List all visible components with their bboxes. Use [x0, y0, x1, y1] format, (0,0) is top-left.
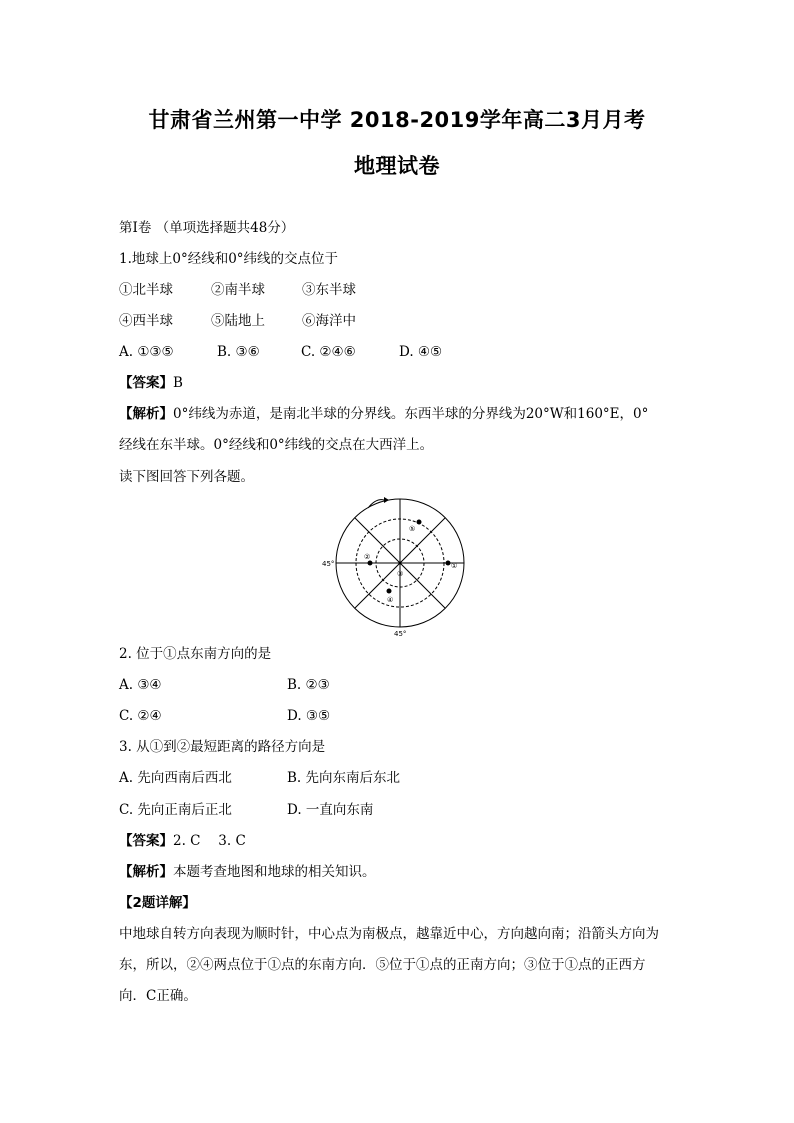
analysis-label: 【解析】	[119, 406, 173, 422]
q2-stem: 2. 位于①点东南方向的是	[119, 646, 272, 662]
answer-label: 【答案】	[119, 833, 173, 849]
q3-option-d: D. 一直向东南	[287, 802, 374, 818]
q1-item-3: ③东半球	[302, 282, 356, 298]
polar-diagram	[318, 490, 478, 640]
q1-item-1: ①北半球	[119, 282, 173, 298]
q2-option-a: A. ③④	[119, 677, 162, 693]
q1-item-5: ⑤陆地上	[211, 313, 265, 329]
document-title: 甘肃省兰州第一中学 2018-2019学年高二3月月考	[148, 108, 646, 132]
rotation-arrow-head	[384, 497, 389, 503]
q2-detail-line-3: 向．C正确。	[119, 988, 197, 1004]
q23-analysis	[119, 863, 376, 881]
q1-option-a: A. ①③⑤	[119, 344, 174, 360]
q2-detail-line-1: 中地球自转方向表现为顺时针，中心点为南极点，越靠近中心，方向越向南；沿箭头方向为	[119, 926, 659, 942]
label-point-3: ③	[397, 570, 404, 578]
label-point-4: ④	[387, 596, 394, 604]
q1-item-4: ④西半球	[119, 313, 173, 329]
analysis-text: 本题考查地图和地球的相关知识。	[173, 864, 376, 880]
label-point-5: ⑤	[409, 525, 416, 533]
q1-stem: 1.地球上0°经线和0°纬线的交点位于	[119, 251, 339, 267]
q2-option-d: D. ③⑤	[287, 708, 331, 724]
q3-stem: 3. 从①到②最短距离的路径方向是	[119, 739, 326, 755]
point-2-dot	[368, 561, 373, 566]
figure-intro: 读下图回答下列各题。	[119, 469, 254, 485]
label-point-1: ①	[451, 562, 458, 570]
analysis-label: 【解析】	[119, 864, 173, 880]
q2-detail-label: 【2题详解】	[119, 895, 196, 911]
q1-option-c: C. ②④⑥	[301, 344, 356, 360]
south-pole-dot	[399, 562, 402, 565]
point-5-dot	[417, 520, 422, 525]
point-4-dot	[387, 589, 392, 594]
q1-option-b: B. ③⑥	[217, 344, 260, 360]
q2-option-c: C. ②④	[119, 708, 162, 724]
label-point-2: ②	[364, 553, 371, 561]
analysis-text: 0°纬线为赤道，是南北半球的分界线。东西半球的分界线为20°W和160°E，0°	[173, 406, 649, 422]
q1-item-2: ②南半球	[211, 282, 265, 298]
section-heading: 第Ⅰ卷 （单项选择题共48分）	[119, 220, 295, 236]
q23-answer	[119, 832, 246, 850]
q1-option-d: D. ④⑤	[399, 344, 443, 360]
label-45-left: 45°	[322, 560, 335, 568]
point-1-dot	[446, 561, 451, 566]
q1-answer	[119, 374, 183, 392]
q3-option-b: B. 先向东南后东北	[287, 770, 401, 786]
answer-value: B	[173, 375, 183, 391]
q2-detail-line-2: 东，所以，②④两点位于①点的东南方向．⑤位于①点的正南方向；③位于①点的正西方	[119, 957, 646, 973]
q3-option-a: A. 先向西南后西北	[119, 770, 232, 786]
q3-option-c: C. 先向正南后正北	[119, 802, 232, 818]
label-45-bottom: 45°	[394, 630, 407, 638]
document-subtitle: 地理试卷	[354, 154, 440, 178]
answer-label: 【答案】	[119, 375, 173, 391]
q1-item-6: ⑥海洋中	[302, 313, 356, 329]
q2-option-b: B. ②③	[287, 677, 330, 693]
q1-analysis-line-2: 经线在东半球。0°经线和0°纬线的交点在大西洋上。	[119, 437, 434, 453]
answer-value: 2. C 3. C	[173, 833, 246, 849]
q1-analysis-line-1	[119, 405, 648, 423]
